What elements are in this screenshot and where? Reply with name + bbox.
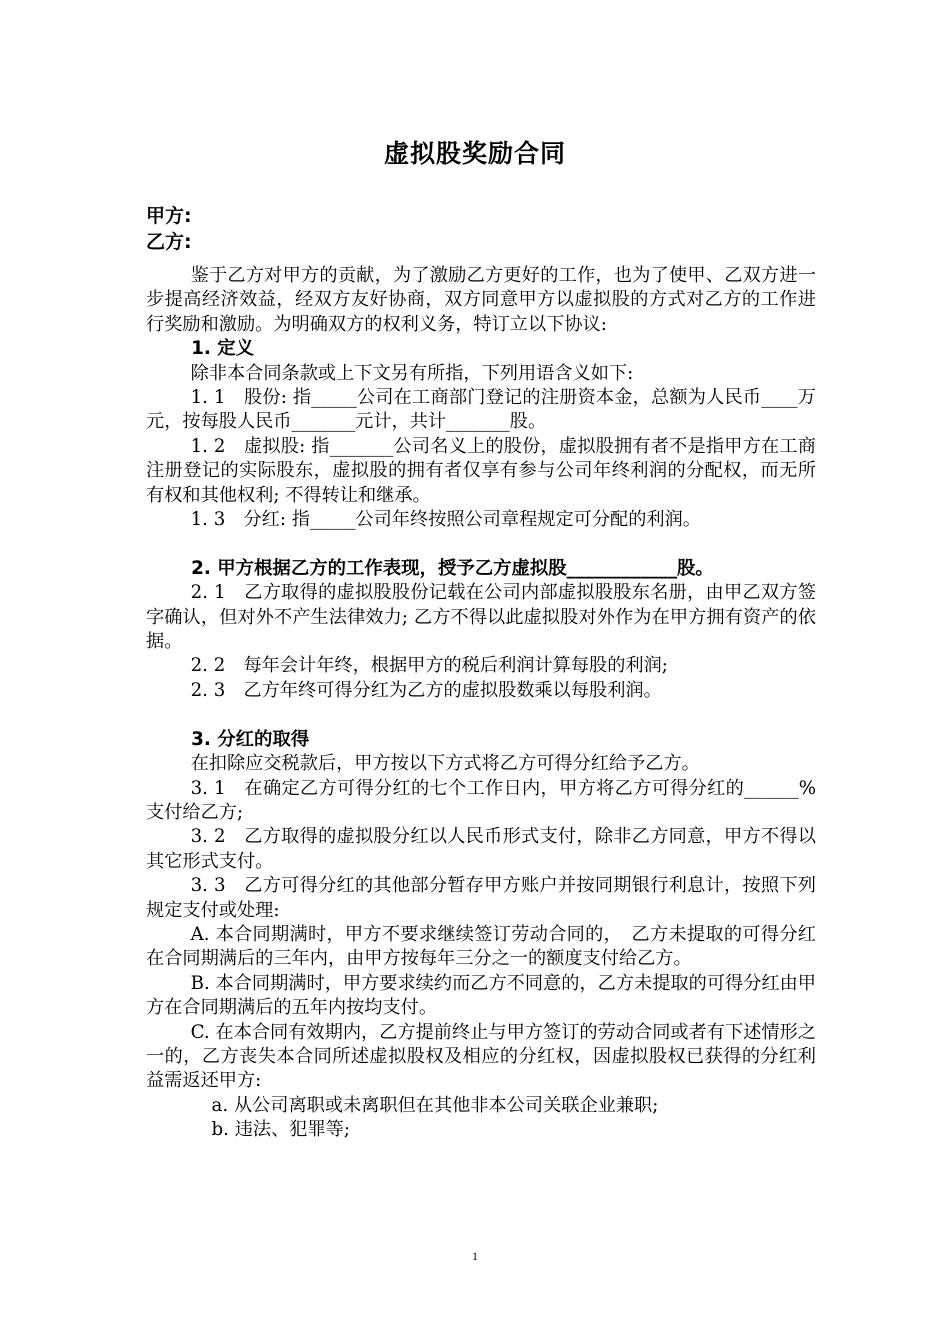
- clause-3-3-a: A. 本合同期满时，甲方不要求继续签订劳动合同的， 乙方未提取的可得分红在合同期满后的三年内，由甲方按每年三分之一的额度支付给乙方。: [146, 923, 816, 970]
- section-3-heading: 3. 分红的取得: [191, 728, 310, 750]
- clause-2-1: 2. 1 乙方取得的虚拟股股份记载在公司内部虚拟股股东名册，由甲乙双方签字确认，但对外不产生法律效力; 乙方不得以此虚拟股对外作为在甲方拥有资产的依据。: [146, 582, 816, 653]
- section-2-heading: 2. 甲方根据乙方的工作表现，授予乙方虚拟股____________股。: [191, 557, 714, 579]
- spacer: [146, 703, 816, 727]
- clause-3-3-c-item-a: a. 从公司离职或未离职但在其他非本公司关联企业兼职;: [211, 1094, 659, 1116]
- clause-2-2: 2. 2 每年会计年终，根据甲方的税后利润计算每股的利润;: [190, 655, 668, 677]
- spacer: [146, 532, 816, 556]
- section-1-heading: 1. 定义: [191, 338, 255, 360]
- clause-2-3: 2. 3 乙方年终可得分红为乙方的虚拟股数乘以每股利润。: [190, 679, 662, 701]
- section-1-intro: 除非本合同条款或上下文另有所指，下列用语含义如下:: [190, 362, 634, 384]
- clause-3-3-c: C. 在本合同有效期内，乙方提前终止与甲方签订的劳动合同或者有下述情形之一的，乙方丧失本合同所述虚拟股权及相应的分红权，因虚拟股权已获得的分红利益需返还甲方:: [146, 1021, 816, 1092]
- clause-1-1: 1. 1 股份: 指_____公司在工商部门登记的注册资本金，总额为人民币____万元，按每股人民币_______元计，共计_______股。: [146, 387, 816, 433]
- clause-3-3-b: B. 本合同期满时，甲方要求续约而乙方不同意的，乙方未提取的可得分红由甲方在合同期满后的五年内按均支付。: [146, 972, 816, 1019]
- clause-3-2: 3. 2 乙方取得的虚拟股分红以人民币形式支付，除非乙方同意，甲方不得以其它形式支付。: [146, 826, 816, 872]
- contract-body: [146, 264, 816, 1143]
- clause-3-3-c-item-b: b. 违法、犯罪等;: [211, 1119, 350, 1141]
- clause-3-1: 3. 1 在确定乙方可得分红的七个工作日内，甲方将乙方可得分红的______%支付给乙方;: [146, 777, 816, 823]
- clause-1-2: 1. 2 虚拟股: 指_______公司名义上的股份，虚拟股拥有者不是指甲方在工商注册登记的实际股东，虚拟股的拥有者仅享有参与公司年终利润的分配权，而无所有权和其他权利; 不得转让和继承。: [146, 435, 816, 506]
- party-a-label: 甲方:: [146, 205, 192, 227]
- section-3-intro: 在扣除应交税款后，甲方按以下方式将乙方可得分红给予乙方。: [190, 753, 700, 775]
- party-b-label: 乙方:: [146, 231, 192, 253]
- clause-3-3: 3. 3 乙方可得分红的其他部分暂存甲方账户并按同期银行利息计，按照下列规定支付或处理:: [146, 875, 816, 921]
- preamble-paragraph: 鉴于乙方对甲方的贡献，为了激励乙方更好的工作，也为了使甲、乙双方进一步提高经济效益，经双方友好协商，双方同意甲方以虚拟股的方式对乙方的工作进行奖励和激励。为明确双方的权利义务，特订立以下协议:: [146, 265, 816, 335]
- clause-1-3: 1. 3 分红: 指_____公司年终按照公司章程规定可分配的利润。: [190, 509, 701, 531]
- document-title: 虚拟股奖励合同: [383, 139, 566, 168]
- page-number: 1: [472, 1249, 478, 1263]
